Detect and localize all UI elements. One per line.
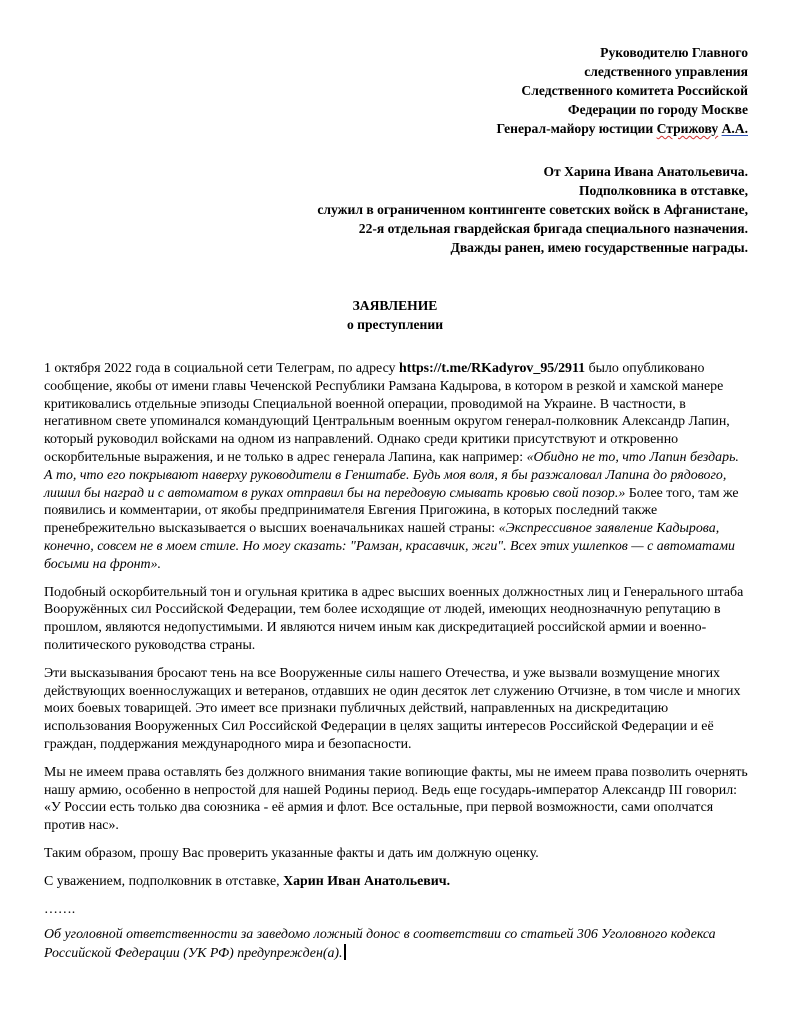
recipient-line: Следственного комитета Российской [521, 83, 748, 98]
recipient-rank: Генерал-майору юстиции [496, 121, 657, 136]
sender-line: Дважды ранен, имею государственные награды. [450, 240, 748, 255]
recipient-line: Федерации по городу Москве [567, 102, 748, 117]
paragraph-5: Таким образом, прошу Вас проверить указанные факты и дать им должную оценку. [44, 845, 539, 861]
p1-text-c: Более того, там же появились и комментарии, от якобы предпринимателя Евгения Пригожина, в которых последний также пренебрежительно высказывается о высших военачальниках нашей страны: [44, 485, 739, 537]
signature-name: Харин Иван Анатольевич. [283, 873, 451, 889]
recipient-block [496, 43, 748, 138]
prigozhin-quote: «Экспрессивное заявление Кадырова, конечно, совсем не в моем стиле. Но могу сказать: "Рамзан, красавчик, жги". Всех этих ушлепков — с автоматами босыми на фронт». [44, 521, 735, 572]
p1-text-a: 1 октября 2022 года в социальной сети Телеграм, по адресу [44, 361, 399, 376]
sender-line: Подполковника в отставке, [578, 183, 748, 198]
document-body [44, 360, 748, 963]
recipient-surname: Стрижову [656, 121, 719, 136]
sender-block [317, 162, 748, 257]
recipient-line [496, 119, 748, 138]
sender-line: 22-я отдельная гвардейская бригада специального назначения. [358, 221, 748, 236]
ellipsis-line: ……. [44, 901, 76, 917]
sender-line: служил в ограниченном контингенте советских войск в Афганистане, [317, 202, 748, 217]
paragraph-2: Подобный оскорбительный тон и огульная критика в адрес высших военных должностных лиц и Генерального штаба Вооружённых сил Российской Федерации, тем более исходящие от людей, имеющих неоднозначную репутацию в прошлом, являются недопустимыми. И являются ничем иным как дискредитацией российской армии и военно-политического руководства страны. [44, 584, 744, 653]
paragraph-4: Мы не имеем права оставлять без должного внимания такие вопиющие факты, мы не имеем права позволить очернять нашу армию, особенно в непростой для нашей Родины период. Ведь еще государь-император Александр III говорил: «У России есть только два союзника - её армия и флот. Все остальные, при первой возможности, сами ополчатся против нас». [44, 764, 748, 834]
disclaimer-paragraph[interactable] [44, 926, 748, 963]
document-title [0, 296, 790, 334]
p1-text-b: было опубликовано сообщение, якобы от имени главы Чеченской Республики Рамзана Кадырова, в котором в резкой и хамской манере критиковались отдельные эпизоды Специальной военной операции, проводимой на Украине. В частности, в негативном свете упоминался командующий Центральным военным округом генерал-полковник Александр Лапин, который руководил войсками на одном из направлений. Однако среди критики присутствуют и откровенно оскорбительные выражения, и не только в адрес генерала Лапина, как например: [44, 361, 730, 465]
paragraph-3: Эти высказывания бросают тень на все Вооруженные силы нашего Отечества, и уже вызвали возмущение многих действующих военнослужащих и ветеранов, отдавших не один десяток лет служению Отчизне, в том числе и многих моих боевых товарищей. Это имеет все признаки публичных действий, направленных на дискредитацию использования Вооруженных Сил Российской Федерации в целях защиты интересов Российской Федерации и её граждан, поддержания международного мира и безопасности. [44, 665, 741, 752]
recipient-line: следственного управления [584, 64, 748, 79]
title-sub: о преступлении [346, 317, 444, 332]
sender-line: От Харина Ивана Анатольевича. [543, 164, 748, 179]
recipient-initials: А.А. [721, 121, 748, 136]
signature-text: С уважением, подполковник в отставке, [44, 873, 284, 889]
signature-line [44, 873, 748, 891]
title-main: ЗАЯВЛЕНИЕ [352, 298, 438, 313]
recipient-line: Руководителю Главного [600, 45, 748, 60]
disclaimer-text: Об уголовной ответственности за заведомо ложный донос в соответствии со статьей 306 Уголовного кодекса Российской Федерации (УК РФ) предупрежден(а). [44, 927, 716, 962]
paragraph-1 [44, 360, 748, 574]
kadyrov-quote: «Обидно не то, что Лапин бездарь. А то, что его покрывают наверху руководители в Генштабе. Будь моя воля, я бы разжаловал Лапина до рядового, лишил бы наград и с автоматом в руках отправил бы на передовую смывать кровью свой позор.» [44, 449, 739, 501]
telegram-link[interactable]: https://t.me/RKadyrov_95/2911 [398, 361, 586, 376]
text-cursor-icon [344, 944, 346, 960]
